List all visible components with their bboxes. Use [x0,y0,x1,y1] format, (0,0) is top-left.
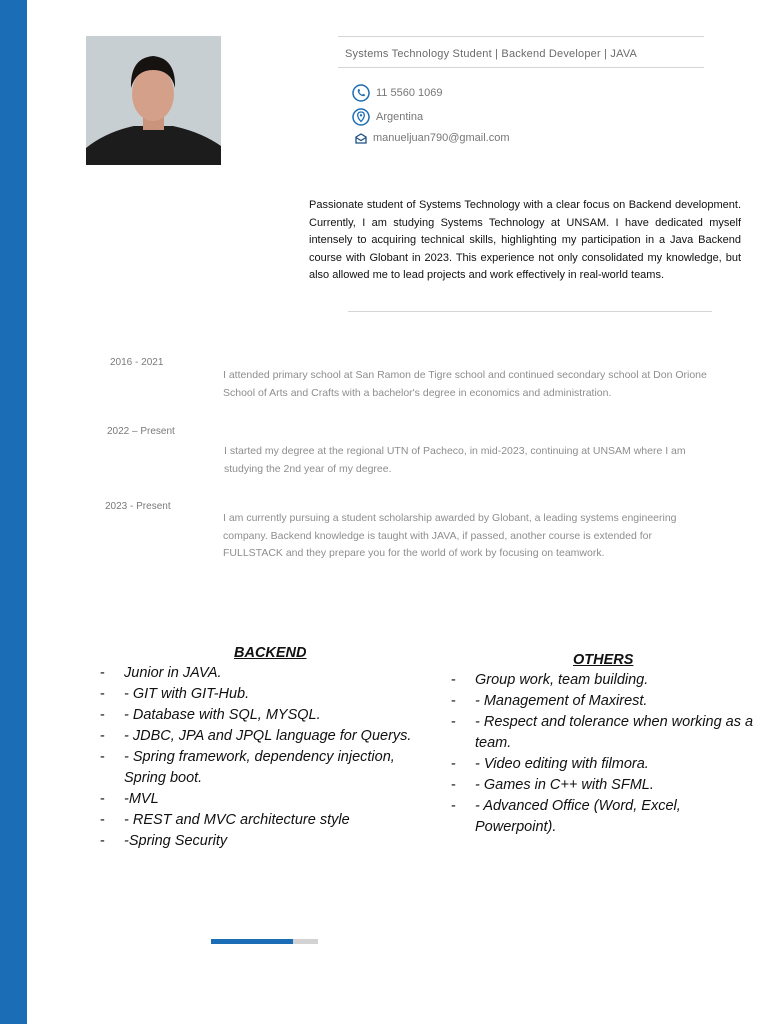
skill-text: - Management of Maxirest. [475,693,648,709]
skill-text: -Spring Security [124,833,228,849]
page-progress-fill [211,939,293,944]
list-bullet: - [451,756,456,772]
list-item [451,775,757,796]
list-item [451,796,757,838]
timeline-description: I am currently pursuing a student scholarship awarded by Globant, a leading systems engineering company. Backend knowledge is taught with JAVA, if passed, another course is extended for FULLSTACK and they prepare you for the world of work by focusing on teamwork. [223,512,677,559]
timeline-description: I attended primary school at San Ramon de Tigre school and continued secondary school at Don Orione School of Arts and Crafts with a bachelor's degree in economics and administration. [223,369,707,399]
list-bullet: - [100,812,105,828]
header-bottom-rule [338,67,704,68]
other-skills-list [451,670,757,838]
skill-text: - Spring framework, dependency injection, Spring boot. [124,749,395,786]
skill-text: - JDBC, JPA and JPQL language for Querys. [124,728,412,744]
profile-summary: Passionate student of Systems Technology with a clear focus on Backend development. Currently, I am studying Systems Technology at UNSAM. I have dedicated myself intensely to acquiring technical skills, highlighting my participation in a Java Backend course with Globant in 2023. This experience not only consolidated my knowledge, but also allowed me to lead projects and work effectively in real-world teams. [309,199,741,281]
skill-text: - Games in C++ with SFML. [475,777,654,793]
location-text: Argentina [376,111,424,123]
location-pin-icon [352,108,372,126]
profile-photo [86,36,221,165]
timeline-date: 2022 – Present [107,426,175,437]
list-bullet: - [100,749,105,765]
skill-text: - GIT with GIT-Hub. [124,686,250,702]
skill-text: -MVL [124,791,159,807]
skill-text: - Video editing with filmora. [475,756,649,772]
skill-text: - Advanced Office (Word, Excel, Powerpoint). [475,798,681,835]
backend-skills-list [100,663,420,852]
contact-phone [352,84,442,102]
skill-text: - REST and MVC architecture style [124,812,350,828]
list-bullet: - [451,672,456,688]
list-item [100,663,420,684]
phone-icon [352,84,372,102]
list-item [100,831,420,852]
list-bullet: - [451,714,456,730]
list-bullet: - [451,693,456,709]
list-item [100,684,420,705]
list-item [451,712,757,754]
list-item [100,726,420,747]
list-item [100,789,420,810]
email-address: manueljuan790@gmail.com [373,132,510,144]
skill-text: Junior in JAVA. [124,665,222,681]
list-item [451,754,757,775]
list-bullet: - [100,728,105,744]
phone-number: 11 5560 1069 [376,87,443,99]
email-icon [355,133,369,144]
list-item [100,810,420,831]
list-item [100,705,420,726]
list-bullet: - [100,833,105,849]
skill-text: - Database with SQL, MYSQL. [124,707,321,723]
list-bullet: - [451,798,456,814]
timeline-date: 2023 - Present [105,501,171,512]
contact-location [352,108,423,126]
list-bullet: - [451,777,456,793]
left-accent-bar [0,0,27,1024]
timeline-date: 2016 - 2021 [110,357,164,368]
backend-skills-heading: BACKEND [234,645,307,661]
list-bullet: - [100,665,105,681]
summary-rule [348,311,712,312]
other-skills-heading: OTHERS [573,652,634,668]
list-item [451,691,757,712]
timeline-description: I started my degree at the regional UTN of Pacheco, in mid-2023, continuing at UNSAM where I am studying the 2nd year of my degree. [224,445,686,475]
list-bullet: - [100,707,105,723]
header-top-rule [338,36,704,37]
page-progress-bar [211,939,318,944]
list-bullet: - [100,791,105,807]
professional-title: Systems Technology Student | Backend Developer | JAVA [345,48,638,60]
list-bullet: - [100,686,105,702]
list-item [100,747,420,789]
skill-text: - Respect and tolerance when working as a team. [475,714,754,751]
skill-text: Group work, team building. [475,672,649,688]
list-item [451,670,757,691]
contact-email [355,132,510,144]
